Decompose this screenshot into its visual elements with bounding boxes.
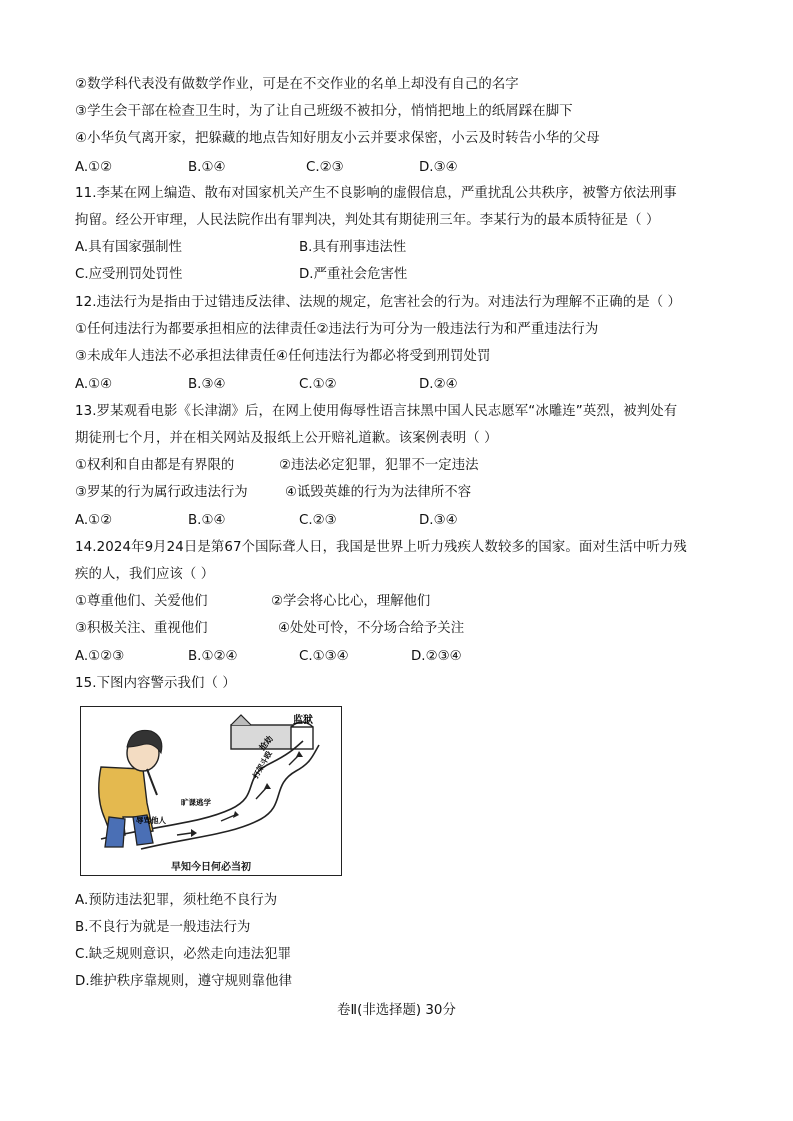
q10-item-4: ④小华负气离开家，把躲藏的地点告知好朋友小云并要求保密，小云及时转告小华的父母 [75,131,600,146]
q15-option-c[interactable]: C.缺乏规则意识，必然走向违法犯罪 [75,947,292,962]
q11-option-d[interactable]: D.严重社会危害性 [299,267,408,282]
q13-item-1: ①权利和自由都是有界限的 [75,458,235,473]
q10-item-2: ②数学科代表没有做数学作业，可是在不交作业的名单上却没有自己的名字 [75,77,519,92]
q12-items-1-2: ①任何违法行为都要承担相应的法律责任②违法行为可分为一般违法行为和严重违法行为 [75,322,599,337]
q13-item-2: ②违法必定犯罪，犯罪不一定违法 [279,458,479,473]
q12-option-b[interactable]: B.③④ [188,377,226,392]
q12-option-a[interactable]: A.①④ [75,377,113,392]
q11-stem-line-1: 11.李某在网上编造、散布对国家机关产生不良影响的虚假信息，严重扰乱公共秩序，被警方依法刑事 [75,186,677,201]
q13-option-d[interactable]: D.③④ [419,513,458,528]
path-label-insult: 辱骂他人 [136,816,166,825]
q10-option-d[interactable]: D.③④ [419,160,458,175]
q11-option-c[interactable]: C.应受刑罚处罚性 [75,267,183,282]
cartoon-illustration [81,707,340,859]
path-label-truancy: 旷课逃学 [181,798,211,807]
path-label-fighting: 打架斗殴 [250,749,274,780]
q10-option-c[interactable]: C.②③ [306,160,344,175]
q13-option-b[interactable]: B.①④ [188,513,226,528]
q12-items-3-4: ③未成年人违法不必承担法律责任④任何违法行为都必将受到刑罚处罚 [75,349,491,364]
q14-option-a[interactable]: A.①②③ [75,649,125,664]
q15-option-a[interactable]: A.预防违法犯罪，须杜绝不良行为 [75,893,278,908]
q13-option-a[interactable]: A.①② [75,513,113,528]
q14-stem-line-1: 14.2024年9月24日是第67个国际聋人日，我国是世界上听力残疾人数较多的国家。面对生活中听力残 [75,540,687,555]
q11-stem-line-2: 拘留。经公开审理，人民法院作出有罪判决，判处其有期徒刑三年。李某行为的最本质特征是（ ） [75,213,660,228]
q13-option-c[interactable]: C.②③ [299,513,337,528]
q10-option-b[interactable]: B.①④ [188,160,226,175]
q14-stem-line-2: 疾的人，我们应该（ ） [75,567,215,582]
q10-option-a[interactable]: A.①② [75,160,113,175]
q14-option-d[interactable]: D.②③④ [411,649,462,664]
q15-cartoon-figure [80,706,342,876]
path-label-robbery: 抢劫 [257,734,275,753]
q13-stem-line-2: 期徒刑七个月，并在相关网站及报纸上公开赔礼道歉。该案例表明（ ） [75,431,498,446]
person-figure [99,730,162,847]
q14-option-b[interactable]: B.①②④ [188,649,238,664]
q13-stem-line-1: 13.罗某观看电影《长津湖》后，在网上使用侮辱性语言抹黑中国人民志愿军“冰雕连”英烈，被判处有 [75,404,678,419]
q15-option-b[interactable]: B.不良行为就是一般违法行为 [75,920,251,935]
q11-option-a[interactable]: A.具有国家强制性 [75,240,182,255]
q15-option-d[interactable]: D.维护秩序靠规则，遵守规则靠他律 [75,974,293,989]
q10-item-3: ③学生会干部在检查卫生时，为了让自己班级不被扣分，悄悄把地上的纸屑踩在脚下 [75,104,573,119]
q14-item-3: ③积极关注、重视他们 [75,621,208,636]
q11-option-b[interactable]: B.具有刑事违法性 [299,240,407,255]
q12-option-c[interactable]: C.①② [299,377,337,392]
q14-item-4: ④处处可怜，不分场合给予关注 [278,621,465,636]
q12-stem: 12.违法行为是指由于过错违反法律、法规的规定，危害社会的行为。对违法行为理解不正确的是（ ） [75,295,682,310]
prison-label: 监狱 [293,715,313,726]
q14-item-2: ②学会将心比心，理解他们 [271,594,431,609]
figure-caption: 早知今日何必当初 [171,862,251,873]
q14-option-c[interactable]: C.①③④ [299,649,349,664]
section-footer: 卷Ⅱ(非选择题) 30分 [337,1003,456,1018]
q14-item-1: ①尊重他们、关爱他们 [75,594,208,609]
q13-item-4: ④诋毁英雄的行为为法律所不容 [285,485,472,500]
q15-stem: 15.下图内容警示我们（ ） [75,676,236,691]
q12-option-d[interactable]: D.②④ [419,377,458,392]
q13-item-3: ③罗某的行为属行政违法行为 [75,485,248,500]
